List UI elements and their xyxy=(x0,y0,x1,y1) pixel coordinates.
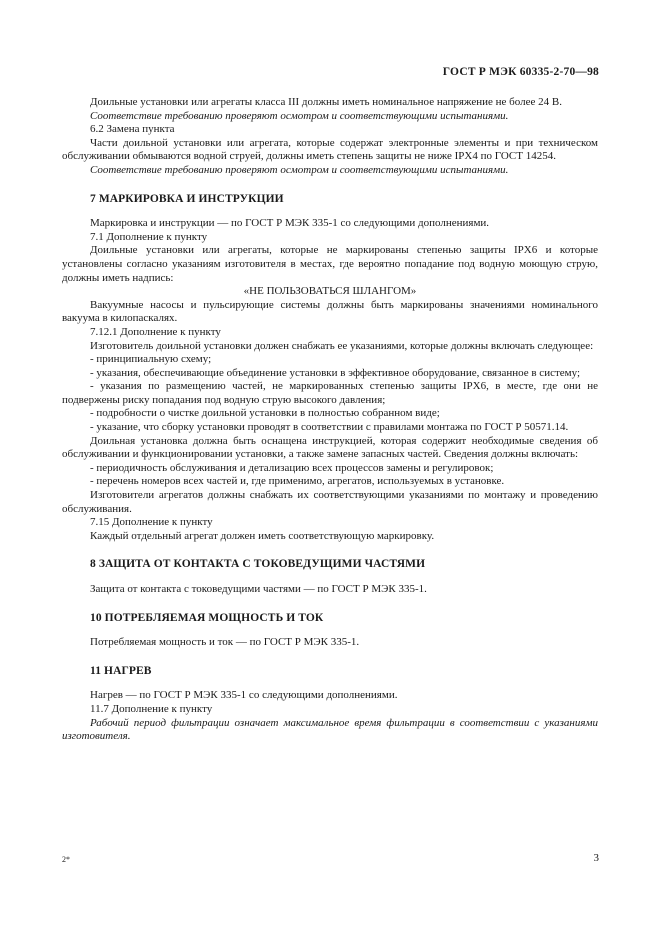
paragraph: Изготовитель доильной установки должен снабжать ее указаниями, которые должны включать следующее: xyxy=(90,339,594,352)
paragraph: Защита от контакта с токоведущими частями — по ГОСТ Р МЭК 335-1. xyxy=(90,583,427,595)
paragraph: Вакуумные насосы и пульсирующие системы должны быть маркированы значениями номинального вакуума в килопаскалях. xyxy=(62,298,598,325)
paragraph: Маркировка и инструкции — по ГОСТ Р МЭК 335-1 со следующими дополнениями. xyxy=(90,217,490,230)
section-heading-7: 7 МАРКИРОВКА И ИНСТРУКЦИИ xyxy=(90,192,284,205)
clause-title: 7.15 Дополнение к пункту xyxy=(90,516,213,529)
list-item: - указания, обеспечивающие объединение установки в эффективное оборудование, связанное в систему; xyxy=(90,366,581,379)
warning-inscription: «НЕ ПОЛЬЗОВАТЬСЯ ШЛАНГОМ» xyxy=(243,285,417,298)
clause-title: 7.12.1 Дополнение к пункту xyxy=(90,325,221,338)
compliance-note: Соответствие требованию проверяют осмотром и соответствующими испытаниями. xyxy=(90,109,509,122)
sheet-mark: 2* xyxy=(62,855,70,864)
page-content xyxy=(62,96,598,744)
clause-title: 7.1 Дополнение к пункту xyxy=(90,230,208,243)
paragraph: Каждый отдельный агрегат должен иметь соответствующую маркировку. xyxy=(90,529,435,542)
paragraph: Доильные установки или агрегаты класса III должны иметь номинальное напряжение не более 24 В. xyxy=(90,96,562,108)
section-heading-11: 11 НАГРЕВ xyxy=(90,664,152,677)
clause-title: 11.7 Дополнение к пункту xyxy=(90,702,213,715)
list-item: - подробности о чистке доильной установки в полностью собранном виде; xyxy=(90,407,440,420)
paragraph: Нагрев — по ГОСТ Р МЭК 335-1 со следующими дополнениями. xyxy=(90,689,398,702)
paragraph: Потребляемая мощность и ток — по ГОСТ Р МЭК 335-1. xyxy=(90,636,360,649)
paragraph: Изготовители агрегатов должны снабжать их соответствующими указаниями по монтажу и проведению обслуживания. xyxy=(62,489,598,515)
list-item: - периодичность обслуживания и детализацию всех процессов замены и регулировок; xyxy=(90,461,494,474)
page-number: 3 xyxy=(593,852,599,864)
list-item: - указание, что сборку установки проводят в соответствии с правилами монтажа по ГОСТ Р 50571.14. xyxy=(90,421,569,434)
list-item: - перечень номеров всех частей и, где применимо, агрегатов, используемых в установке. xyxy=(90,475,505,488)
list-item: - принципиальную схему; xyxy=(90,353,212,366)
compliance-note: Соответствие требованию проверяют осмотром и соответствующими испытаниями. xyxy=(90,163,509,176)
section-heading-8: 8 ЗАЩИТА ОТ КОНТАКТА С ТОКОВЕДУЩИМИ ЧАСТЯМИ xyxy=(90,558,426,571)
section-heading-10: 10 ПОТРЕБЛЯЕМАЯ МОЩНОСТЬ И ТОК xyxy=(90,611,324,624)
clause-title: 6.2 Замена пункта xyxy=(90,123,175,136)
paragraph: Доильная установка должна быть оснащена инструкцией, которая содержит необходимые сведения об обслуживании и функционировании установки, а также замене запасных частей. Сведения должны включать: xyxy=(62,434,598,461)
standard-header: ГОСТ Р МЭК 60335-2-70—98 xyxy=(442,66,599,78)
paragraph: Доильные установки или агрегаты, которые не маркированы степенью защиты IPX6 и которые установлены согласно указаниям изготовителя в местах, где вероятно попадание под водную моющую струю, должны иметь надпись: xyxy=(62,244,598,284)
definition: Рабочий период фильтрации означает максимальное время фильтрации в соответствии с указаниями изготовителя. xyxy=(62,716,598,743)
paragraph: Части доильной установки или агрегата, которые содержат электронные элементы и при техническом обслуживании обмываются водной струей, должны иметь степень защиты не ниже IPX4 по ГОСТ 14254. xyxy=(62,136,598,163)
list-item: - указания по размещению частей, не маркированных степенью защиты IPX6, в месте, где они не подвержены риску попадания под водную струю высокого давления; xyxy=(62,380,598,406)
